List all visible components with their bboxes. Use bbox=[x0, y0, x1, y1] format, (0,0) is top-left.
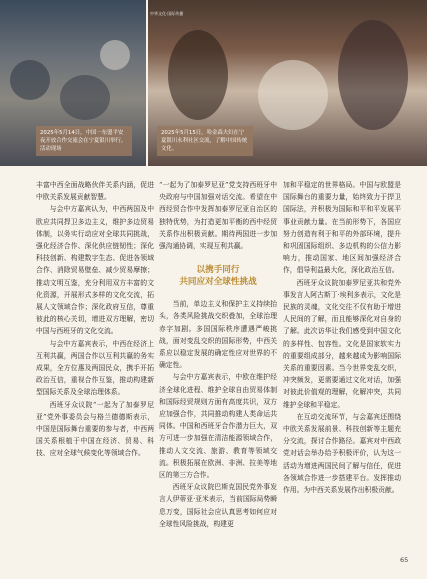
article-column-3 bbox=[283, 179, 401, 496]
paragraph: 西班牙众议院巴斯克国民党外事发言人伊蒂亚·亚米表示，当前国际局势瞬息万变，国际社会应认真思考如何应对全球性风险挑战，构建更 bbox=[159, 483, 277, 528]
section-tag: 中华文化·国际传播 bbox=[150, 11, 184, 16]
paragraph: “一起为了加泰罗尼亚”党支持西班牙中央政府与中国加强对话交流。希望在中西经贸合作中发挥加泰罗尼亚自治区的独特优势，为打造更加平衡的西中经贸关系作出积极贡献。期待两国进一步加强沟通协调，实现互利共赢。 bbox=[159, 181, 277, 251]
article-column-2 bbox=[159, 179, 277, 530]
article-column-1 bbox=[36, 179, 154, 460]
paragraph: 加和平稳定的世界格局。中国与欧盟是国际舞台的重要力量，始终致力于捍卫国际法，并积极为国际和平和平发展平事业贡献力量。在当前形势下，各国应努力创造有利于和平的外部环境，提升和巩固国际组织、多边机构的公信力影响力，推动国家、地区间加强经济合作，倡导利益最大化，深化政治互信。 bbox=[283, 181, 401, 275]
paragraph: 与会中方嘉宾表示，中西在经济上互利共赢，两国合作以互利共赢的务实成果，全方位惠及两国民众，携手开拓政治互信，重视合作互鉴，推动构建新型国际关系及全球治理体系。 bbox=[36, 339, 154, 397]
section-subheading bbox=[159, 264, 277, 288]
photo-caption-left: 2025年5月14日，中国一东盟平安夜开放合作交流会在宁夏银川举行。活动现场 bbox=[36, 126, 132, 156]
photo-caption-right: 2025年5月15日，哈金森夫妇在宁夏银川永利社区交流，了解中国传统文化。 bbox=[157, 126, 253, 156]
paragraph: 与会中方嘉宾认为，中西两国及中欧应共同捍卫多边主义，维护多边贸易体制，以务实行动应对全球共同挑战，强化经济合作、深化供应链韧性；深化科技创新、构建数字生态、促进各领域合作、消除贸易壁垒、减少贸易摩擦；推动文明互鉴，充分利用双方丰富的文化资源，开展形式多样的文化交流，拓展人文领域合作；深化政府互信，尊重彼此的核心关切，增进双方理解，密切中国与西班牙的文化交流。 bbox=[36, 205, 154, 336]
paragraph: 丰富中西全面战略伙伴关系内涵，促进中欧关系发展贡献智慧。 bbox=[36, 181, 154, 202]
paragraph: 与会中方嘉宾表示，中欧在维护经济全球化进程、维护全球自由贸易体制和国际经贸规则方面有高度共识，双方应加强合作，共同推动构建人类命运共同体。中国和西班牙合作潜力巨大，双方可进一步加强在清洁能源领域合作，推动人文交流、旅游、教育等领域交流。积极拓展在欧洲、非洲、拉美等地区的第三方合作。 bbox=[159, 373, 277, 480]
subheading-line: 共同应对全球性挑战 bbox=[179, 277, 257, 288]
paragraph: 西班牙众议院加泰罗尼亚共和党外事发言人阿古斯丁·埃利多表示，文化是民族的灵魂，文化交往不仅有助于增进人民间的了解，而且能够深化对自身的了解。此次访华让我们感受到中国文化的多样性、包容性。文化是国家软实力的重要组成部分，越来越成为影响国际关系的重要因素。当今世界变乱交织，冲突频发，更需要通过文化对话，加强对彼此价值观的理解，化解冲突，共同维护全球和平稳定。 bbox=[283, 278, 401, 409]
subheading-line: 以携手同行 bbox=[196, 265, 240, 276]
paragraph: 西班牙众议院“一起为了加泰罗尼亚”党外事委员会与格兰德德斯表示，中国是国际舞台重要的参与者，中西两国关系根植于中国在经济、贸易、科技、应对全球气候变化等领域合作。 bbox=[36, 400, 154, 458]
page-number: 65 bbox=[400, 556, 409, 564]
paragraph: 在互动交流环节，与会嘉宾还围绕中欧关系发展前景、科技创新等主题充分交流，探讨合作路径。嘉宾对中西政党对话会举办给予积极评价，认为这一活动为增进两国民间了解与信任，促进各领域合作进一步搭建平台。发挥推动作用。为中西关系发展作出积极贡献。 bbox=[283, 412, 401, 495]
paragraph: 当前，单边主义和保护主义持续抬头，各类风险挑战交织叠加，全球治理赤字加剧。多国国际秩序遭遇严峻挑战，面对变乱交织的国际形势，中西关系应以稳定发展的确定性应对世界的不确定性。 bbox=[159, 300, 277, 370]
